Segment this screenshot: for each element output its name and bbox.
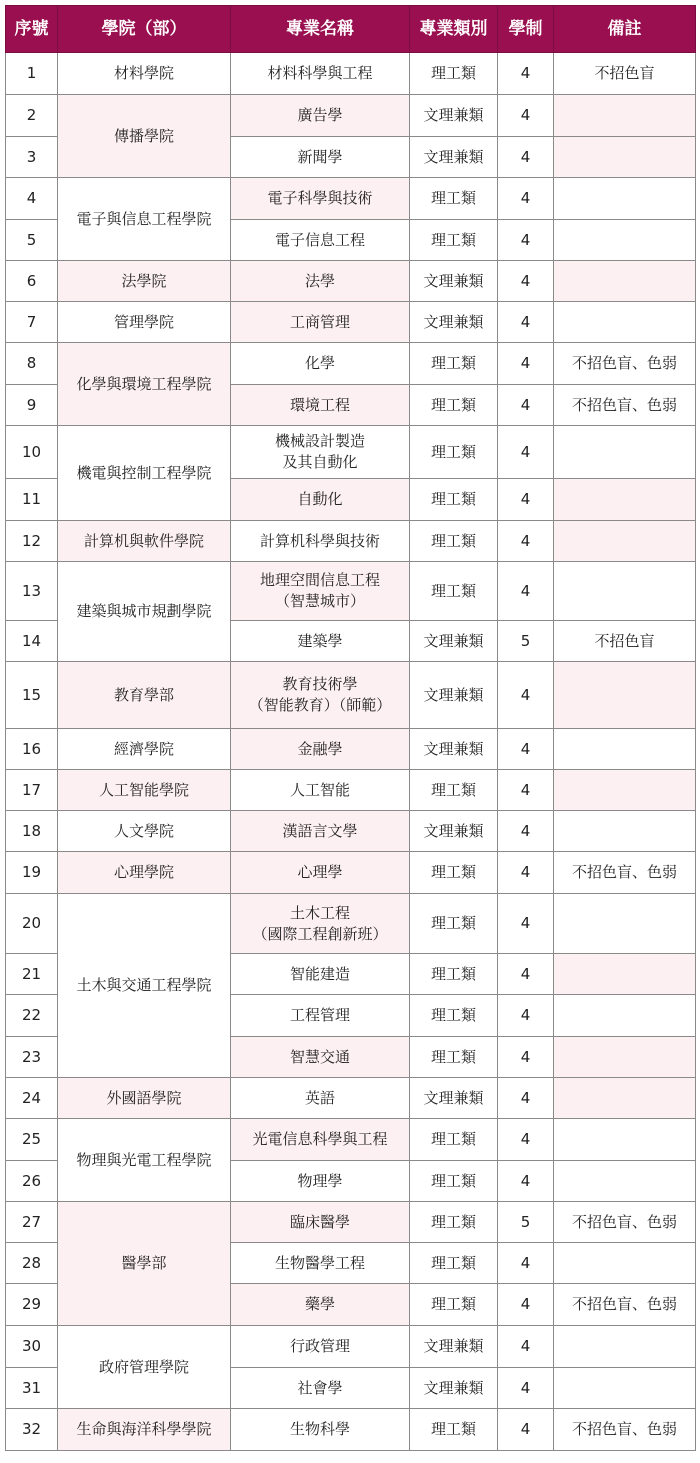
- table-header: [6, 6, 696, 53]
- program-years: 4: [498, 894, 554, 954]
- remark: 不招色盲: [554, 621, 696, 662]
- row-number: 21: [6, 954, 58, 995]
- major-name-line: 新聞學: [297, 147, 343, 166]
- row-number: 17: [6, 770, 58, 811]
- major-category: 文理兼類: [410, 1368, 498, 1409]
- major-name-line: 機械設計製造: [274, 432, 365, 450]
- major-category: 理工類: [410, 1243, 498, 1284]
- major-name-line: 教育技術學: [282, 675, 358, 693]
- college-name: 物理與光電工程學院: [58, 1119, 231, 1202]
- table-row: [6, 261, 696, 302]
- program-years: 4: [498, 770, 554, 811]
- table-row: [6, 302, 696, 343]
- program-years: 4: [498, 662, 554, 729]
- program-years: 4: [498, 261, 554, 302]
- header-major: 專業名稱: [231, 6, 410, 53]
- program-years: 4: [498, 1161, 554, 1202]
- college-name: 法學院: [58, 261, 231, 302]
- program-years: 4: [498, 811, 554, 852]
- program-years: 4: [498, 343, 554, 385]
- row-number: 22: [6, 995, 58, 1037]
- major-name-line: 物理學: [297, 1171, 343, 1190]
- program-years: 4: [498, 1284, 554, 1326]
- major-name: [231, 562, 410, 621]
- major-name: [231, 302, 410, 343]
- major-name: [231, 954, 410, 995]
- major-name-line: 智能建造: [289, 964, 350, 983]
- major-name: [231, 1284, 410, 1326]
- major-name-line: 自動化: [297, 490, 343, 508]
- major-category: 文理兼類: [410, 729, 498, 770]
- table-row: [6, 1326, 696, 1368]
- major-category: 文理兼類: [410, 662, 498, 729]
- row-number: 4: [6, 178, 58, 220]
- program-years: 4: [498, 385, 554, 426]
- major-category: 理工類: [410, 770, 498, 811]
- college-name: 心理學院: [58, 852, 231, 894]
- major-category: 理工類: [410, 53, 498, 95]
- major-name: [231, 137, 410, 178]
- table-row: [6, 770, 696, 811]
- major-name-line: 工程管理: [289, 1006, 350, 1024]
- major-name: [231, 95, 410, 137]
- row-number: 5: [6, 220, 58, 261]
- header-note: 備註: [554, 6, 696, 53]
- row-number: 9: [6, 385, 58, 426]
- program-years: 4: [498, 1119, 554, 1161]
- table-row: [6, 1409, 696, 1451]
- major-name: [231, 1326, 410, 1368]
- major-name: [231, 729, 410, 770]
- remark: [554, 302, 696, 343]
- table-row: [6, 53, 696, 95]
- table-row: [6, 521, 696, 562]
- row-number: 14: [6, 621, 58, 662]
- row-number: 15: [6, 662, 58, 729]
- major-name: [231, 1078, 410, 1119]
- row-number: 29: [6, 1284, 58, 1326]
- major-category: 文理兼類: [410, 261, 498, 302]
- major-category: 理工類: [410, 1202, 498, 1243]
- major-name-line: 生物科學: [289, 1420, 350, 1438]
- remark: [554, 1368, 696, 1409]
- remark: [554, 95, 696, 137]
- major-name-line: 電子科學與技術: [267, 189, 373, 207]
- row-number: 2: [6, 95, 58, 137]
- major-category: 理工類: [410, 178, 498, 220]
- program-years: 4: [498, 220, 554, 261]
- major-name-line: 英語: [304, 1088, 335, 1107]
- program-years: 4: [498, 954, 554, 995]
- major-category: 文理兼類: [410, 1078, 498, 1119]
- major-category: 理工類: [410, 1119, 498, 1161]
- major-name-line: 行政管理: [289, 1337, 350, 1355]
- row-number: 30: [6, 1326, 58, 1368]
- row-number: 3: [6, 137, 58, 178]
- remark: [554, 1037, 696, 1078]
- major-name-line: 計算机科學與技術: [259, 531, 380, 550]
- program-years: 4: [498, 178, 554, 220]
- table-row: [6, 1078, 696, 1119]
- major-name: [231, 662, 410, 729]
- row-number: 7: [6, 302, 58, 343]
- major-name-line: 人工智能: [289, 780, 350, 799]
- major-category: 文理兼類: [410, 811, 498, 852]
- program-years: 4: [498, 137, 554, 178]
- major-name-line: 金融學: [297, 739, 343, 758]
- program-years: 4: [498, 53, 554, 95]
- table-wrapper: [5, 5, 696, 1451]
- program-years: 4: [498, 1409, 554, 1451]
- remark: [554, 137, 696, 178]
- college-name: 傳播學院: [58, 95, 231, 178]
- major-name-line: 建築學: [297, 631, 343, 650]
- row-number: 23: [6, 1037, 58, 1078]
- row-number: 32: [6, 1409, 58, 1451]
- row-number: 26: [6, 1161, 58, 1202]
- row-number: 12: [6, 521, 58, 562]
- college-name: 電子與信息工程學院: [58, 178, 231, 261]
- remark: [554, 1078, 696, 1119]
- remark: [554, 261, 696, 302]
- table-row: [6, 662, 696, 729]
- row-number: 16: [6, 729, 58, 770]
- remark: [554, 426, 696, 479]
- major-name: [231, 770, 410, 811]
- major-name: [231, 1119, 410, 1161]
- major-category: 理工類: [410, 1037, 498, 1078]
- row-number: 24: [6, 1078, 58, 1119]
- college-name: 醫學部: [58, 1202, 231, 1326]
- major-category: 文理兼類: [410, 95, 498, 137]
- major-category: 理工類: [410, 1161, 498, 1202]
- major-name: [231, 1409, 410, 1451]
- major-name: [231, 1037, 410, 1078]
- major-name-line: 藥學: [304, 1295, 335, 1313]
- major-category: 理工類: [410, 954, 498, 995]
- program-years: 4: [498, 1326, 554, 1368]
- major-name: [231, 894, 410, 954]
- table-row: [6, 343, 696, 385]
- college-name: 經濟學院: [58, 729, 231, 770]
- major-category: 理工類: [410, 385, 498, 426]
- program-years: 4: [498, 1078, 554, 1119]
- remark: [554, 521, 696, 562]
- program-years: 4: [498, 562, 554, 621]
- remark: [554, 178, 696, 220]
- table-row: [6, 178, 696, 220]
- program-years: 4: [498, 1368, 554, 1409]
- major-name-line: 法學: [304, 271, 335, 290]
- college-name: 教育學部: [58, 662, 231, 729]
- program-years: 4: [498, 852, 554, 894]
- remark: [554, 770, 696, 811]
- college-name: 生命與海洋科學學院: [58, 1409, 231, 1451]
- college-name: 外國語學院: [58, 1078, 231, 1119]
- table-row: [6, 852, 696, 894]
- major-name: [231, 811, 410, 852]
- college-name: 化學與環境工程學院: [58, 343, 231, 426]
- program-years: 4: [498, 729, 554, 770]
- major-category: 理工類: [410, 479, 498, 521]
- major-category: 文理兼類: [410, 137, 498, 178]
- college-name: 政府管理學院: [58, 1326, 231, 1409]
- major-name-line: 環境工程: [289, 395, 350, 414]
- table-row: [6, 894, 696, 954]
- major-name: [231, 343, 410, 385]
- header-no: 序號: [6, 6, 58, 53]
- remark: 不招色盲、色弱: [554, 385, 696, 426]
- row-number: 18: [6, 811, 58, 852]
- major-category: 理工類: [410, 894, 498, 954]
- major-name-line: 材料科學與工程: [267, 64, 373, 82]
- major-name: [231, 479, 410, 521]
- major-category: 理工類: [410, 562, 498, 621]
- major-name-line: 心理學: [297, 863, 343, 881]
- row-number: 31: [6, 1368, 58, 1409]
- header-category: 專業類別: [410, 6, 498, 53]
- major-category: 理工類: [410, 521, 498, 562]
- college-name: 建築與城市規劃學院: [58, 562, 231, 662]
- remark: [554, 662, 696, 729]
- table-row: [6, 426, 696, 479]
- major-category: 理工類: [410, 1284, 498, 1326]
- row-number: 6: [6, 261, 58, 302]
- major-category: 理工類: [410, 1409, 498, 1451]
- major-name: [231, 385, 410, 426]
- table-body: [6, 53, 696, 1451]
- remark: [554, 1161, 696, 1202]
- major-category: 理工類: [410, 852, 498, 894]
- major-category: 理工類: [410, 426, 498, 479]
- row-number: 27: [6, 1202, 58, 1243]
- row-number: 13: [6, 562, 58, 621]
- remark: 不招色盲: [554, 53, 696, 95]
- major-category: 文理兼類: [410, 1326, 498, 1368]
- table-row: [6, 1119, 696, 1161]
- major-name-line: 漢語言文學: [282, 821, 358, 840]
- table-row: [6, 729, 696, 770]
- major-name-line: （國際工程創新班）: [252, 924, 388, 943]
- remark: [554, 220, 696, 261]
- program-years: 5: [498, 621, 554, 662]
- row-number: 1: [6, 53, 58, 95]
- row-number: 8: [6, 343, 58, 385]
- table-row: [6, 562, 696, 621]
- major-category: 理工類: [410, 220, 498, 261]
- major-name: [231, 261, 410, 302]
- major-name-line: 化學: [304, 354, 335, 372]
- major-name-line: 光電信息科學與工程: [252, 1130, 388, 1148]
- remark: [554, 954, 696, 995]
- remark: 不招色盲、色弱: [554, 1409, 696, 1451]
- header-years: 學制: [498, 6, 554, 53]
- major-name-line: （智慧城市）: [274, 592, 365, 610]
- table-row: [6, 1202, 696, 1243]
- college-name: 機電與控制工程學院: [58, 426, 231, 521]
- major-name-line: 土木工程: [289, 903, 350, 922]
- major-name: [231, 1368, 410, 1409]
- program-years: 4: [498, 1243, 554, 1284]
- major-name: [231, 852, 410, 894]
- college-name: 人工智能學院: [58, 770, 231, 811]
- major-name-line: 及其自動化: [282, 453, 358, 471]
- remark: [554, 894, 696, 954]
- row-number: 19: [6, 852, 58, 894]
- major-name-line: 電子信息工程: [274, 230, 365, 249]
- row-number: 11: [6, 479, 58, 521]
- major-category: 理工類: [410, 995, 498, 1037]
- college-name: 土木與交通工程學院: [58, 894, 231, 1078]
- remark: [554, 479, 696, 521]
- program-years: 4: [498, 1037, 554, 1078]
- major-name-line: 工商管理: [289, 312, 350, 331]
- row-number: 10: [6, 426, 58, 479]
- major-name-line: 智慧交通: [289, 1047, 350, 1066]
- major-name: [231, 1243, 410, 1284]
- program-years: 4: [498, 95, 554, 137]
- major-name: [231, 53, 410, 95]
- major-name-line: 社會學: [297, 1378, 343, 1397]
- major-category: 文理兼類: [410, 302, 498, 343]
- table-row: [6, 95, 696, 137]
- row-number: 25: [6, 1119, 58, 1161]
- remark: 不招色盲、色弱: [554, 852, 696, 894]
- college-name: 材料學院: [58, 53, 231, 95]
- remark: [554, 1243, 696, 1284]
- major-name: [231, 521, 410, 562]
- program-years: 4: [498, 479, 554, 521]
- admissions-table: [5, 5, 696, 1451]
- major-name-line: 廣告學: [297, 106, 343, 124]
- remark: [554, 729, 696, 770]
- college-name: 人文學院: [58, 811, 231, 852]
- major-name: [231, 1202, 410, 1243]
- program-years: 4: [498, 302, 554, 343]
- college-name: 計算机與軟件學院: [58, 521, 231, 562]
- row-number: 20: [6, 894, 58, 954]
- remark: [554, 562, 696, 621]
- program-years: 5: [498, 1202, 554, 1243]
- major-name: [231, 621, 410, 662]
- row-number: 28: [6, 1243, 58, 1284]
- remark: [554, 1326, 696, 1368]
- remark: [554, 811, 696, 852]
- major-name: [231, 1161, 410, 1202]
- program-years: 4: [498, 426, 554, 479]
- program-years: 4: [498, 521, 554, 562]
- remark: [554, 995, 696, 1037]
- major-name: [231, 178, 410, 220]
- remark: 不招色盲、色弱: [554, 1202, 696, 1243]
- major-name: [231, 220, 410, 261]
- major-name: [231, 426, 410, 479]
- major-name: [231, 995, 410, 1037]
- remark: [554, 1119, 696, 1161]
- program-years: 4: [498, 995, 554, 1037]
- header-college: 學院（部）: [58, 6, 231, 53]
- major-name-line: 臨床醫學: [289, 1212, 350, 1231]
- major-name-line: 生物醫學工程: [274, 1253, 365, 1272]
- major-category: 理工類: [410, 343, 498, 385]
- remark: 不招色盲、色弱: [554, 1284, 696, 1326]
- remark: 不招色盲、色弱: [554, 343, 696, 385]
- major-name-line: （智能教育）（師範）: [248, 696, 392, 714]
- college-name: 管理學院: [58, 302, 231, 343]
- table-row: [6, 811, 696, 852]
- major-category: 文理兼類: [410, 621, 498, 662]
- major-name-line: 地理空間信息工程: [259, 571, 380, 589]
